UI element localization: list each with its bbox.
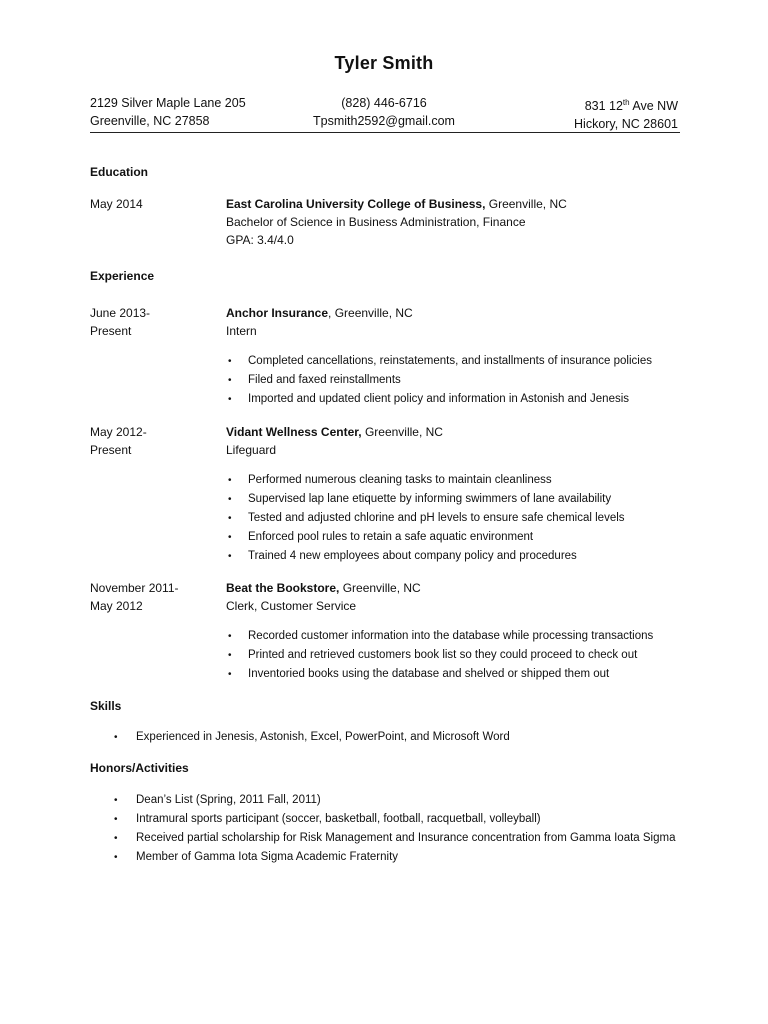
list-item-text: Performed numerous cleaning tasks to maintain cleanliness xyxy=(248,474,552,486)
honors-heading: Honors/Activities xyxy=(90,761,189,775)
job-details xyxy=(226,423,443,459)
honors-bullet-list xyxy=(114,791,675,867)
job-date-end: Present xyxy=(90,324,132,338)
job-date-start: November 2011- xyxy=(90,581,179,595)
bullet-icon: • xyxy=(114,732,118,743)
bullet-icon: • xyxy=(114,852,118,863)
list-item-text: Imported and updated client policy and information in Astonish and Jenesis xyxy=(248,393,630,405)
job-org-line xyxy=(226,304,413,322)
bullet-icon: • xyxy=(114,795,118,806)
job-location: Greenville, NC xyxy=(339,581,421,595)
education-details xyxy=(226,195,567,249)
bullet-icon: • xyxy=(228,375,232,386)
job-bullet-list xyxy=(226,471,625,566)
education-date: May 2014 xyxy=(90,197,143,211)
list-item xyxy=(226,665,653,684)
job-location: , Greenville, NC xyxy=(328,306,413,320)
list-item-text: Printed and retrieved customers book list so they could proceed to check out xyxy=(248,649,638,661)
list-item xyxy=(226,509,625,528)
contact-center xyxy=(284,94,484,130)
job-date xyxy=(90,304,150,340)
education-heading: Education xyxy=(90,165,149,179)
bullet-icon: • xyxy=(228,532,232,543)
address-right-street-number: 831 12 xyxy=(584,99,623,114)
job-details xyxy=(226,579,421,615)
job-org: Beat the Bookstore, xyxy=(226,581,340,595)
bullet-icon: • xyxy=(228,551,232,562)
list-item xyxy=(114,791,675,810)
job-bullet-list xyxy=(226,627,653,684)
education-school: East Carolina University College of Business, xyxy=(226,197,486,211)
list-item-text: Tested and adjusted chlorine and pH levels to ensure safe chemical levels xyxy=(248,512,625,524)
skills-bullet-list xyxy=(114,728,510,747)
list-item xyxy=(226,471,625,490)
job-org: Vidant Wellness Center, xyxy=(226,425,362,439)
job-org: Anchor Insurance xyxy=(226,306,329,320)
address-left-street: 2129 Silver Maple Lane 205 xyxy=(90,96,246,110)
list-item xyxy=(114,829,675,848)
list-item-text: Enforced pool rules to retain a safe aquatic environment xyxy=(248,531,534,543)
list-item-text: Recorded customer information into the database while processing transactions xyxy=(248,630,654,642)
skills-heading: Skills xyxy=(90,699,122,713)
education-location: Greenville, NC xyxy=(485,197,567,211)
list-item-text: Dean’s List (Spring, 2011 Fall, 2011) xyxy=(136,794,321,806)
bullet-icon: • xyxy=(228,356,232,367)
bullet-icon: • xyxy=(228,650,232,661)
list-item-text: Intramural sports participant (soccer, basketball, football, racquetball, volleyball) xyxy=(136,813,541,825)
job-date-end: Present xyxy=(90,443,132,457)
job-title: Clerk, Customer Service xyxy=(226,599,357,613)
list-item xyxy=(226,646,653,665)
job-date xyxy=(90,579,179,615)
list-item-text: Received partial scholarship for Risk Management and Insurance concentration from Gamma Ioata Sigma xyxy=(136,832,676,844)
list-item-text: Inventoried books using the database and shelved or shipped them out xyxy=(248,668,610,680)
list-item-text: Completed cancellations, reinstatements, and installments of insurance policies xyxy=(248,355,652,367)
job-bullet-list xyxy=(226,352,652,409)
job-title: Intern xyxy=(226,324,257,338)
job-location: Greenville, NC xyxy=(361,425,443,439)
list-item xyxy=(226,627,653,646)
address-right-street-sup: th xyxy=(622,98,630,107)
job-date-start: June 2013- xyxy=(90,306,151,320)
list-item xyxy=(226,490,625,509)
list-item xyxy=(114,848,675,867)
bullet-icon: • xyxy=(228,669,232,680)
address-right-street xyxy=(574,94,678,115)
list-item-text: Experienced in Jenesis, Astonish, Excel, PowerPoint, and Microsoft Word xyxy=(136,731,510,743)
experience-heading: Experience xyxy=(90,269,155,283)
job-title: Lifeguard xyxy=(226,443,277,457)
list-item-text: Supervised lap lane etiquette by informing swimmers of lane availability xyxy=(248,493,612,505)
address-right-city: Hickory, NC 28601 xyxy=(574,117,678,132)
list-item xyxy=(114,728,510,747)
header-divider xyxy=(90,132,680,133)
list-item xyxy=(226,352,652,371)
bullet-icon: • xyxy=(228,513,232,524)
address-left-city: Greenville, NC 27858 xyxy=(90,114,210,128)
education-school-line xyxy=(226,195,567,213)
job-date-end: May 2012 xyxy=(90,599,143,613)
bullet-icon: • xyxy=(228,475,232,486)
address-left xyxy=(90,94,246,130)
email-address: Tpsmith2592@gmail.com xyxy=(313,114,455,128)
education-degree: Bachelor of Science in Business Administration, Finance xyxy=(226,215,526,229)
job-details xyxy=(226,304,413,340)
list-item-text: Member of Gamma Iota Sigma Academic Fraternity xyxy=(136,851,399,863)
job-org-line xyxy=(226,423,443,441)
list-item xyxy=(226,371,652,390)
bullet-icon: • xyxy=(114,833,118,844)
phone-number: (828) 446-6716 xyxy=(341,96,427,110)
list-item xyxy=(226,528,625,547)
list-item-text: Trained 4 new employees about company policy and procedures xyxy=(248,550,577,562)
list-item xyxy=(114,810,675,829)
bullet-icon: • xyxy=(228,631,232,642)
bullet-icon: • xyxy=(114,814,118,825)
list-item xyxy=(226,547,625,566)
resume-name: Tyler Smith xyxy=(334,53,434,73)
bullet-icon: • xyxy=(228,394,232,405)
education-gpa: GPA: 3.4/4.0 xyxy=(226,233,294,247)
job-date-start: May 2012- xyxy=(90,425,147,439)
list-item xyxy=(226,390,652,409)
address-right xyxy=(574,94,678,133)
list-item-text: Filed and faxed reinstallments xyxy=(248,374,401,386)
job-org-line xyxy=(226,579,421,597)
job-date xyxy=(90,423,147,459)
address-right-street-rest: Ave NW xyxy=(629,99,678,114)
bullet-icon: • xyxy=(228,494,232,505)
